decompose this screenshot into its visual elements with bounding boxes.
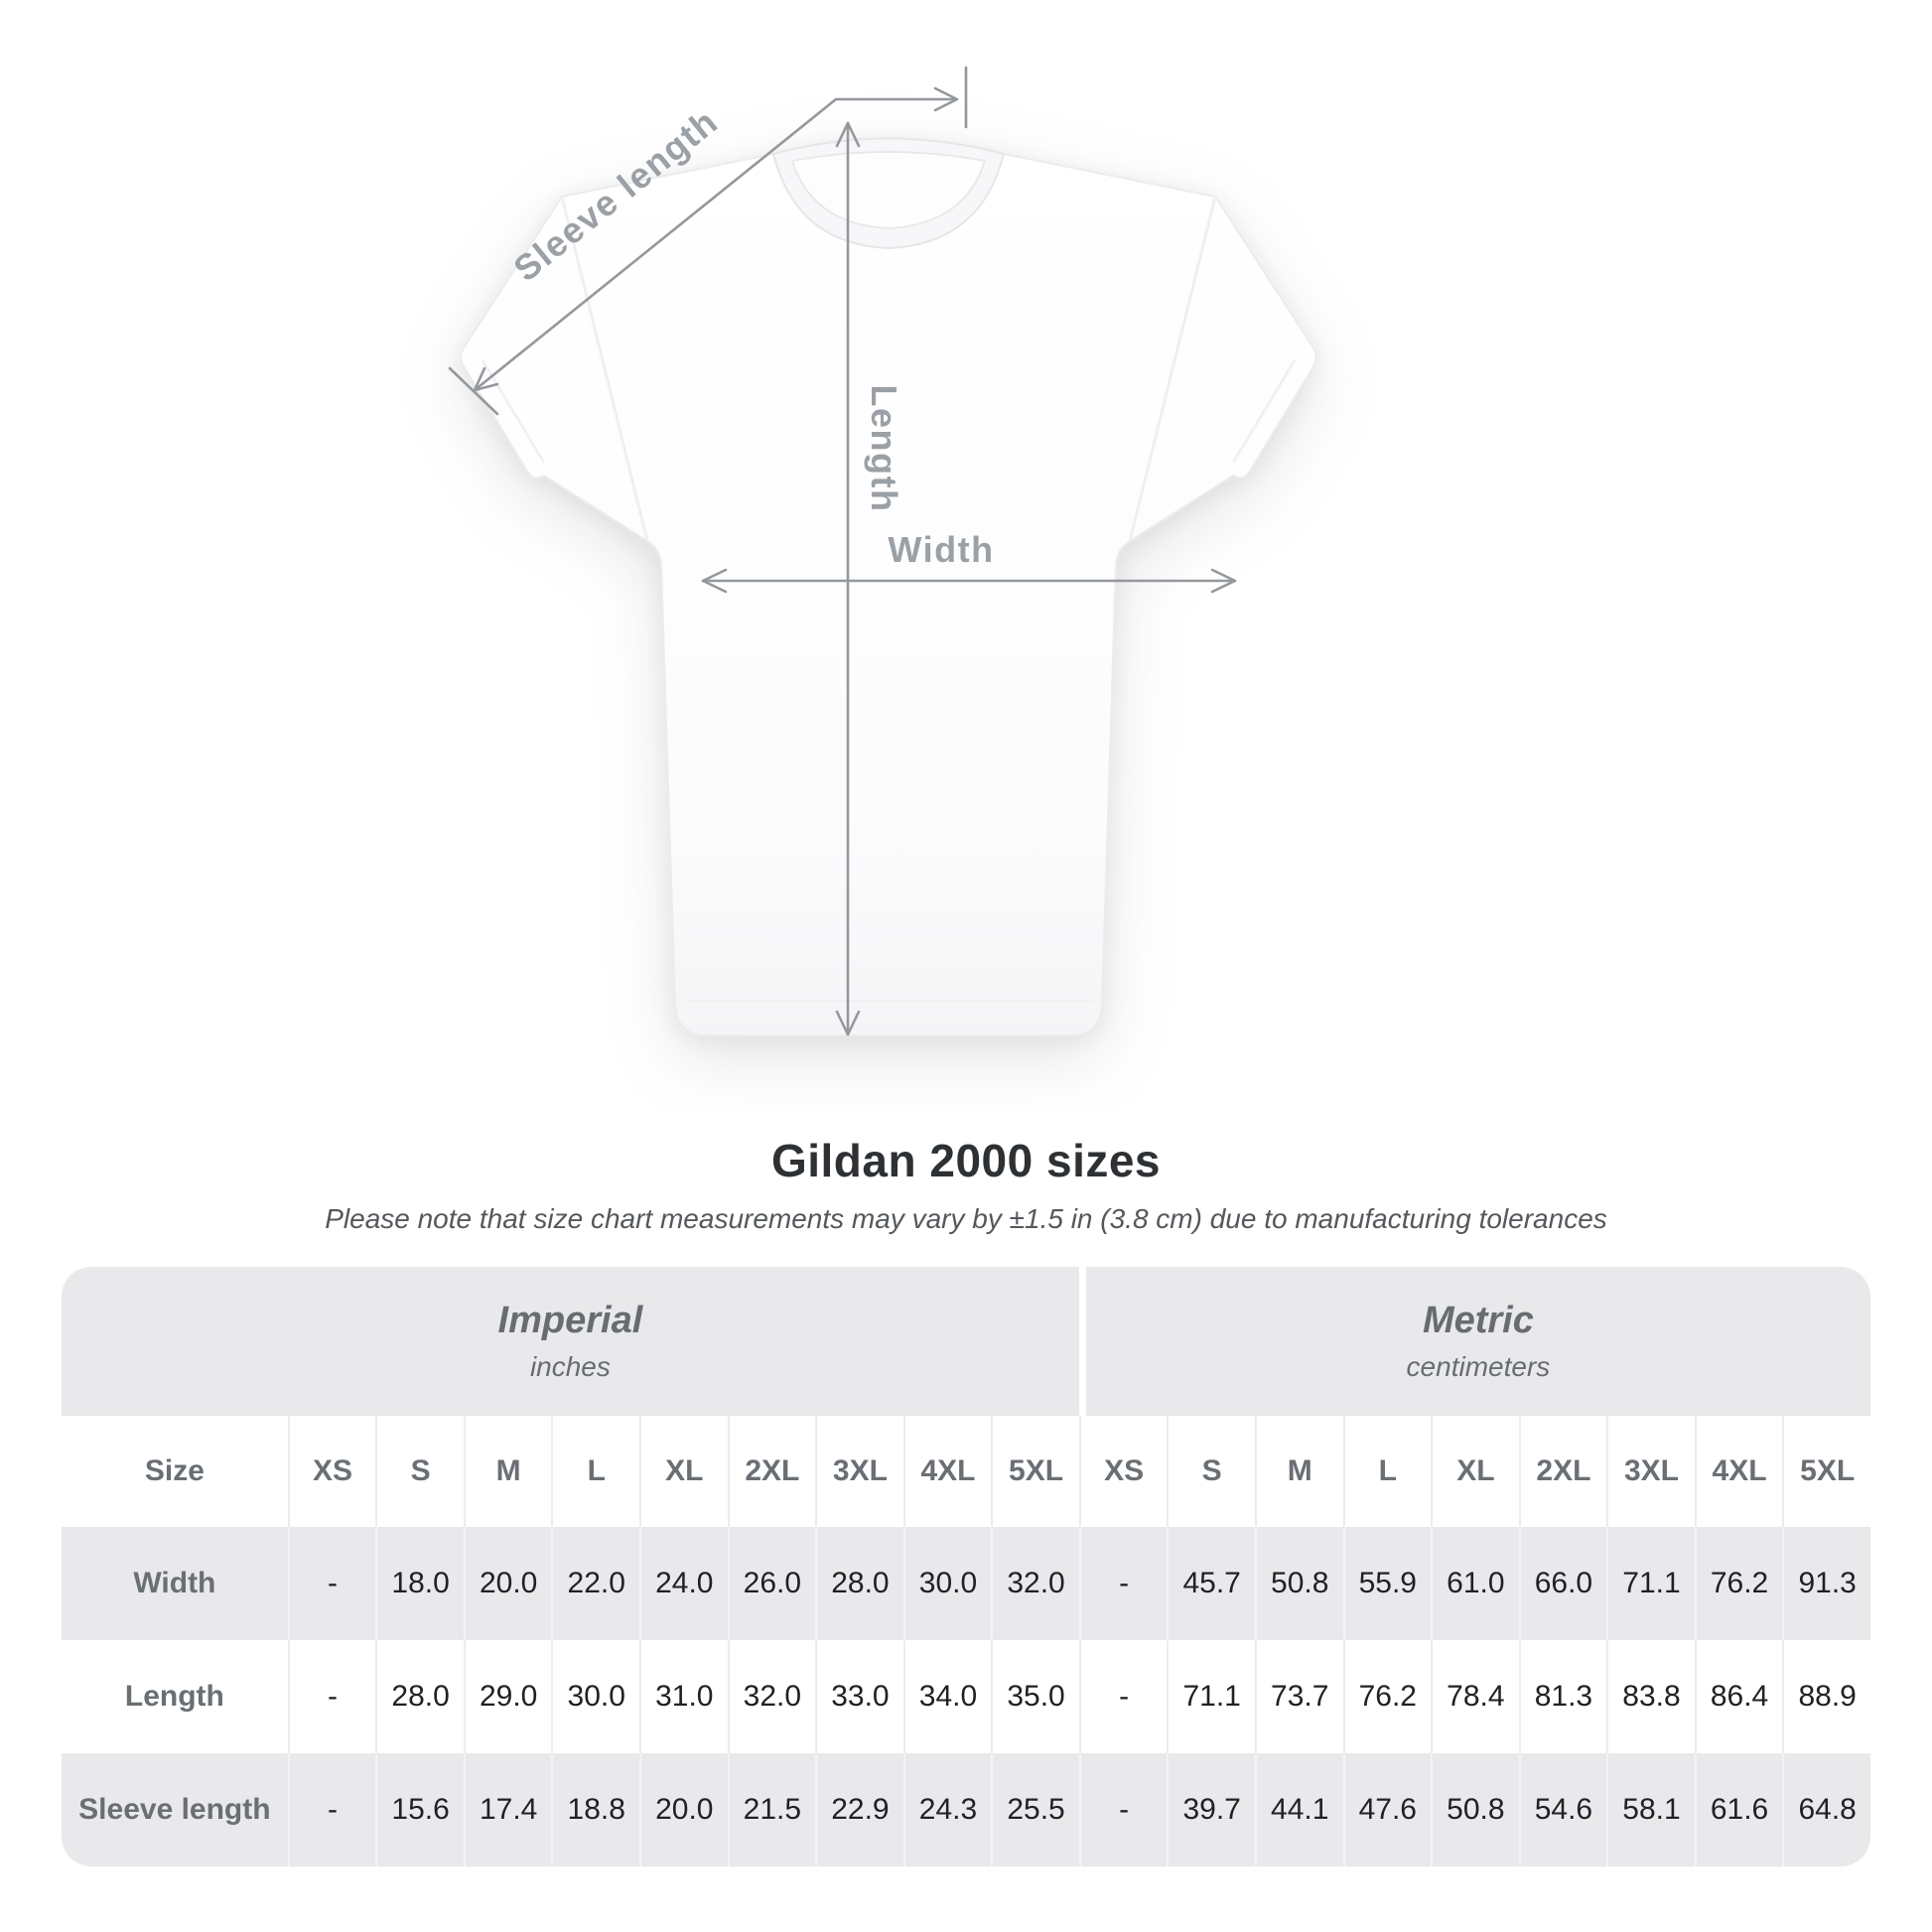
- cell: 66.0: [1519, 1527, 1607, 1640]
- cell: 28.0: [815, 1527, 903, 1640]
- metric-unit: centimeters: [1406, 1351, 1551, 1382]
- cell: 32.0: [728, 1640, 816, 1753]
- size-header: M: [1255, 1416, 1343, 1527]
- cell: 17.4: [464, 1753, 552, 1866]
- table-row-length: [62, 1640, 1870, 1753]
- cell: 22.9: [815, 1753, 903, 1866]
- cell: 61.0: [1431, 1527, 1519, 1640]
- cell: -: [288, 1753, 376, 1866]
- size-header: XL: [639, 1416, 728, 1527]
- table-row-width: [62, 1527, 1870, 1640]
- cell: -: [1079, 1527, 1168, 1640]
- size-header: XS: [288, 1416, 376, 1527]
- cell: 86.4: [1695, 1640, 1783, 1753]
- cell: 54.6: [1519, 1753, 1607, 1866]
- group-header-imperial: [62, 1267, 1079, 1416]
- cell: 88.9: [1782, 1640, 1870, 1753]
- cell: 25.5: [991, 1753, 1079, 1866]
- cell: 31.0: [639, 1640, 728, 1753]
- size-header: 4XL: [1695, 1416, 1783, 1527]
- sleeve-length-label: Sleeve length: [505, 100, 726, 290]
- size-header-row: [62, 1416, 1870, 1527]
- table-row-sleeve-length: [62, 1753, 1870, 1866]
- cell: 21.5: [728, 1753, 816, 1866]
- cell: 71.1: [1167, 1640, 1255, 1753]
- cell: 33.0: [815, 1640, 903, 1753]
- cell: 47.6: [1343, 1753, 1432, 1866]
- cell: 91.3: [1782, 1527, 1870, 1640]
- cell: 39.7: [1167, 1753, 1255, 1866]
- cell: 15.6: [375, 1753, 464, 1866]
- cell: -: [1079, 1640, 1168, 1753]
- size-header: S: [1167, 1416, 1255, 1527]
- cell: 34.0: [903, 1640, 992, 1753]
- row-label: Width: [62, 1527, 288, 1640]
- cell: 32.0: [991, 1527, 1079, 1640]
- cell: 81.3: [1519, 1640, 1607, 1753]
- imperial-label: Imperial: [497, 1300, 643, 1341]
- cell: -: [288, 1527, 376, 1640]
- cell: 29.0: [464, 1640, 552, 1753]
- imperial-unit: inches: [529, 1351, 611, 1382]
- cell: 61.6: [1695, 1753, 1783, 1866]
- size-header: 2XL: [728, 1416, 816, 1527]
- size-header: M: [464, 1416, 552, 1527]
- cell: 45.7: [1167, 1527, 1255, 1640]
- width-label: Width: [888, 529, 995, 570]
- page-title: Gildan 2000 sizes: [770, 1135, 1162, 1186]
- cell: 64.8: [1782, 1753, 1870, 1866]
- cell: 24.0: [639, 1527, 728, 1640]
- tshirt-shape: [461, 139, 1316, 1036]
- size-header: 5XL: [1782, 1416, 1870, 1527]
- cell: 35.0: [991, 1640, 1079, 1753]
- title-block: [0, 1134, 1932, 1235]
- size-header: 3XL: [1606, 1416, 1695, 1527]
- cell: 30.0: [551, 1640, 639, 1753]
- cell: -: [288, 1640, 376, 1753]
- size-header: 4XL: [903, 1416, 992, 1527]
- unit-group-row: [62, 1267, 1870, 1416]
- page-subtitle: Please note that size chart measurements may vary by ±1.5 in (3.8 cm) due to manufacturing tolerances: [325, 1203, 1607, 1234]
- row-label: Sleeve length: [62, 1753, 288, 1866]
- size-header: XL: [1431, 1416, 1519, 1527]
- cell: 28.0: [375, 1640, 464, 1753]
- metric-label: Metric: [1422, 1300, 1534, 1341]
- cell: 18.8: [551, 1753, 639, 1866]
- size-header: XS: [1079, 1416, 1168, 1527]
- group-header-metric: [1079, 1267, 1870, 1416]
- row-label: Length: [62, 1640, 288, 1753]
- cell: 50.8: [1431, 1753, 1519, 1866]
- cell: 73.7: [1255, 1640, 1343, 1753]
- cell: 22.0: [551, 1527, 639, 1640]
- cell: 18.0: [375, 1527, 464, 1640]
- cell: -: [1079, 1753, 1168, 1866]
- cell: 30.0: [903, 1527, 992, 1640]
- cell: 20.0: [639, 1753, 728, 1866]
- size-header: L: [551, 1416, 639, 1527]
- cell: 20.0: [464, 1527, 552, 1640]
- size-column-header: Size: [62, 1416, 288, 1527]
- cell: 44.1: [1255, 1753, 1343, 1866]
- cell: 78.4: [1431, 1640, 1519, 1753]
- cell: 55.9: [1343, 1527, 1432, 1640]
- size-header: S: [375, 1416, 464, 1527]
- cell: 50.8: [1255, 1527, 1343, 1640]
- size-table: [62, 1267, 1870, 1866]
- cell: 58.1: [1606, 1753, 1695, 1866]
- cell: 83.8: [1606, 1640, 1695, 1753]
- size-header: L: [1343, 1416, 1432, 1527]
- cell: 76.2: [1343, 1640, 1432, 1753]
- cell: 76.2: [1695, 1527, 1783, 1640]
- size-header: 5XL: [991, 1416, 1079, 1527]
- size-header: 2XL: [1519, 1416, 1607, 1527]
- length-label: Length: [864, 384, 904, 513]
- cell: 71.1: [1606, 1527, 1695, 1640]
- cell: 26.0: [728, 1527, 816, 1640]
- cell: 24.3: [903, 1753, 992, 1866]
- size-header: 3XL: [815, 1416, 903, 1527]
